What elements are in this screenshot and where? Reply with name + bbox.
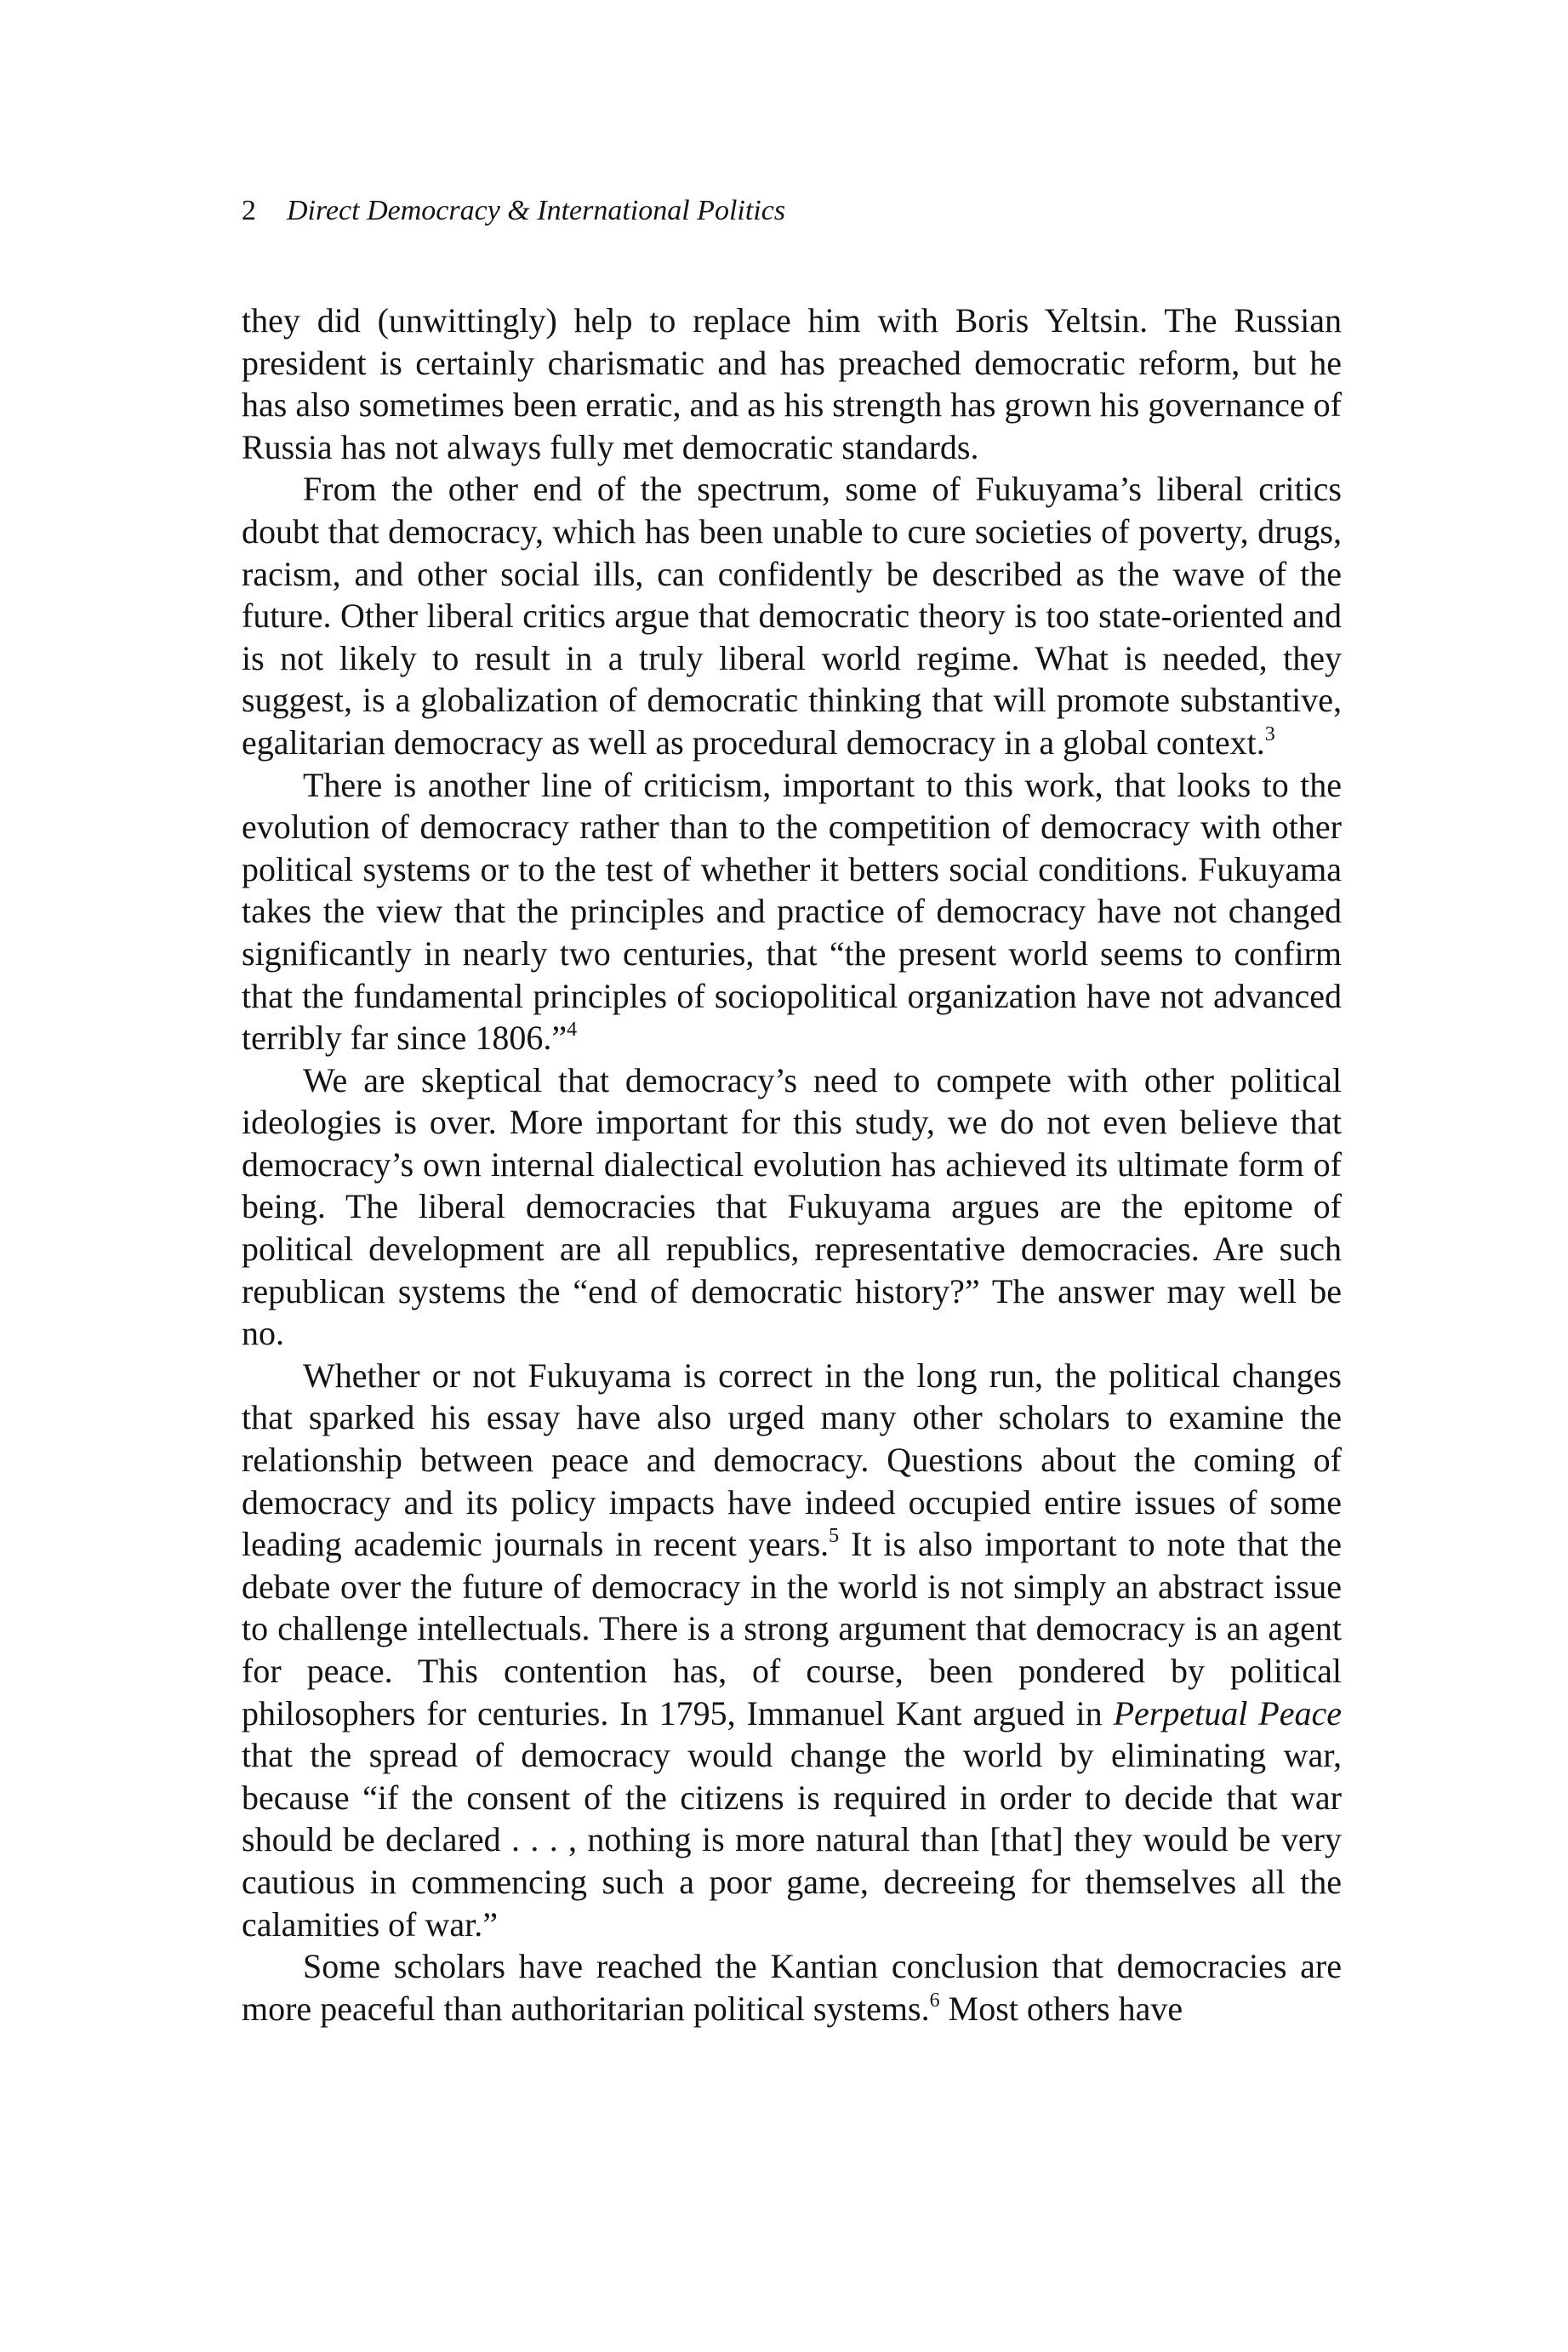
work-title: Perpetual Peace xyxy=(1113,1693,1342,1733)
paragraph xyxy=(242,764,1342,1059)
running-head-title: Direct Democracy & International Politics xyxy=(287,195,786,226)
paragraph-text: Whether or not Fukuyama is correct in the long run, the political changes that sparked his essay have also urged many other scholars to examine the relationship between peace and democracy. Questions about the coming of democracy and its policy impacts have indeed occupied entire issues of some leading academic journals in recent years. xyxy=(242,1356,1342,1564)
paragraph-text: From the other end of the spectrum, some of Fukuyama’s liberal critics doubt that democracy, which has been unable to cure societies of poverty, drugs, racism, and other social ills, can confidently be described as the wave of the future. Other liberal critics argue that democratic theory is too state-oriented and is not likely to result in a truly liberal world regime. What is needed, they suggest, is a globalization of democratic thinking that will promote substantive, egalitarian democracy as well as procedural democracy in a global context. xyxy=(242,470,1342,762)
footnote-marker: 6 xyxy=(929,1989,940,2012)
paragraph-text: Most others have xyxy=(939,1989,1183,2028)
footnote-marker: 4 xyxy=(567,1019,578,1042)
paragraph-text: It is also important to note that the debate over the future of democracy in the world is not simply an abstract issue to challenge intellectuals. There is a strong argument that democracy is an agent for peace. This contention has, of course, been pondered by political philosophers for centuries. In 1795, Immanuel Kant argued in xyxy=(242,1525,1342,1733)
paragraph xyxy=(242,468,1342,763)
paragraph xyxy=(242,1059,1342,1355)
footnote-marker: 5 xyxy=(829,1525,840,1548)
footnote-marker: 3 xyxy=(1264,722,1275,745)
paragraph-text: We are skeptical that democracy’s need to compete with other political ideologies is over. More important for this study, we do not even believe that democracy’s own internal dialectical evolution has achieved its ultimate form of being. The liberal democracies that Fukuyama argues are the epitome of political development are all republics, representative democracies. Are such republican systems the “end of democratic history?” The answer may well be no. xyxy=(242,1060,1342,1353)
running-head xyxy=(242,194,785,228)
paragraph-text: There is another line of criticism, important to this work, that looks to the evolution of democracy rather than to the competition of democracy with other political systems or to the test of whether it betters social conditions. Fukuyama takes the view that the principles and practice of democracy have not changed significantly in nearly two centuries, that “the present world seems to confirm that the fundamental principles of sociopolitical organization have not advanced terribly far since 1806.” xyxy=(242,765,1342,1058)
paragraph-text: Some scholars have reached the Kantian conclusion that democracies are more peaceful than authoritarian political systems. xyxy=(242,1947,1342,2028)
paragraph xyxy=(242,300,1342,468)
paragraph xyxy=(242,1945,1342,2029)
body-text xyxy=(242,300,1342,2029)
paragraph-text: they did (unwittingly) help to replace him with Boris Yeltsin. The Russian president is certainly charismatic and has preached democratic reform, but he has also sometimes been erratic, and as his strength has grown his governance of Russia has not always fully met democratic standards. xyxy=(242,301,1342,466)
page-number: 2 xyxy=(242,195,256,226)
paragraph-text: that the spread of democracy would change the world by eliminating war, because “if the consent of the citizens is required in order to decide that war should be declared . . . , nothing is more natural than [that] they would be very cautious in commencing such a poor game, decreeing for themselves all the calamities of war.” xyxy=(242,1736,1342,1944)
paragraph xyxy=(242,1355,1342,1945)
